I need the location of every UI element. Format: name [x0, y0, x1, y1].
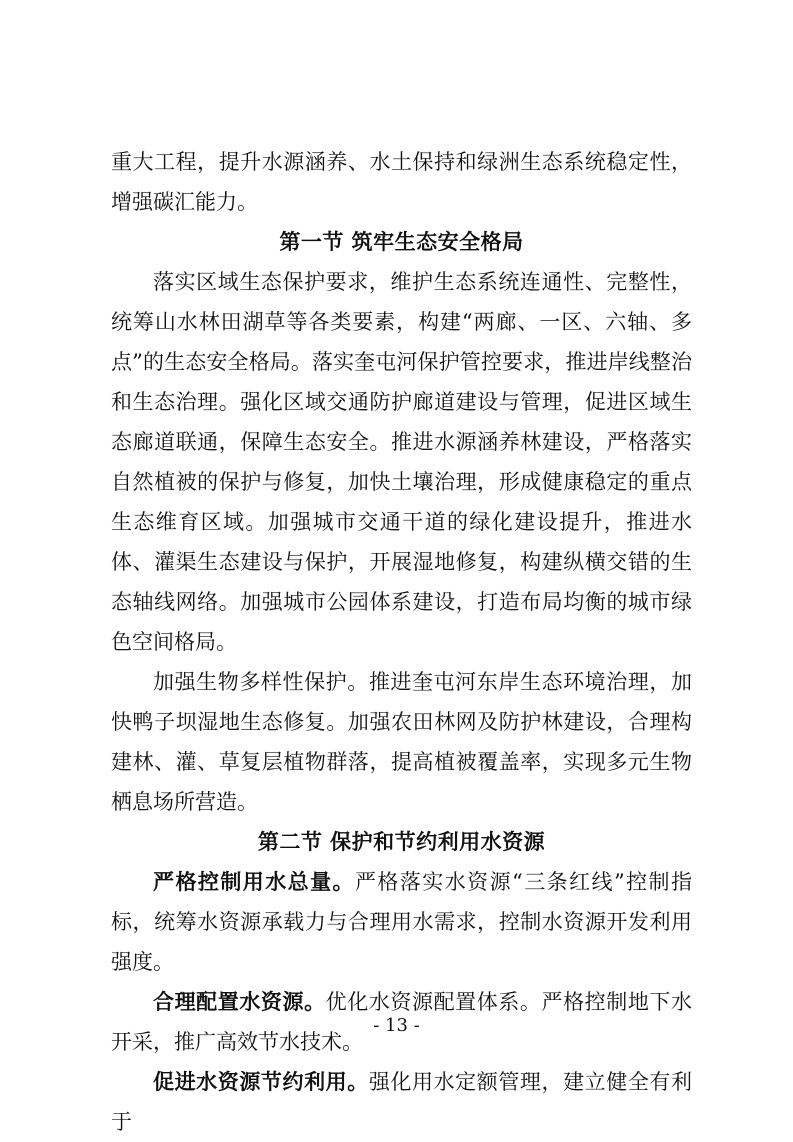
- section2-item-3-text: 强化用水定额管理，建立健全有利于: [111, 1070, 693, 1134]
- section-heading-2: 第二节 保护和节约利用水资源: [257, 830, 546, 854]
- section-heading-1: 第一节 筑牢生态安全格局: [279, 230, 524, 254]
- section2-item-1: [111, 862, 692, 982]
- section2-item-3-lead: 促进水资源节约利用。: [153, 1070, 369, 1094]
- page-number: - 13 -: [373, 1015, 420, 1036]
- document-body: [111, 142, 692, 1142]
- section2-item-2-lead: 合理配置水资源。: [153, 990, 326, 1014]
- section1-paragraph-1: 落实区域生态保护要求，维护生态系统连通性、完整性，统筹山水林田湖草等各类要素，构建“两廊、一区、六轴、多点”的生态安全格局。落实奎屯河保护管控要求，推进岸线整治和生态治理。强化区域交通防护廊道建设与管理，促进区域生态廊道联通，保障生态安全。推进水源涵养林建设，严格落实自然植被的保护与修复，加快土壤治理，形成健康稳定的重点生态维育区域。加强城市交通干道的绿化建设提升，推进水体、灌渠生态建设与保护，开展湿地修复，构建纵横交错的生态轴线网络。加强城市公园体系建设，打造布局均衡的城市绿色空间格局。: [111, 270, 692, 654]
- section2-item-1-text: 严格落实水资源“三条红线”控制指标，统筹水资源承载力与合理用水需求，控制水资源开发利用强度。: [111, 870, 692, 974]
- section2-item-3: [111, 1062, 692, 1142]
- section1-paragraph-2: 加强生物多样性保护。推进奎屯河东岸生态环境治理，加快鸭子坝湿地生态修复。加强农田林网及防护林建设，合理构建林、灌、草复层植物群落，提高植被覆盖率，实现多元生物栖息场所营造。: [111, 670, 692, 814]
- section2-item-2-text: 优化水资源配置体系。严格控制地下水开采，推广高效节水技术。: [111, 990, 693, 1054]
- opening-paragraph: 重大工程，提升水源涵养、水土保持和绿洲生态系统稳定性，增强碳汇能力。: [111, 150, 692, 214]
- section2-item-1-lead: 严格控制用水总量。: [153, 870, 355, 894]
